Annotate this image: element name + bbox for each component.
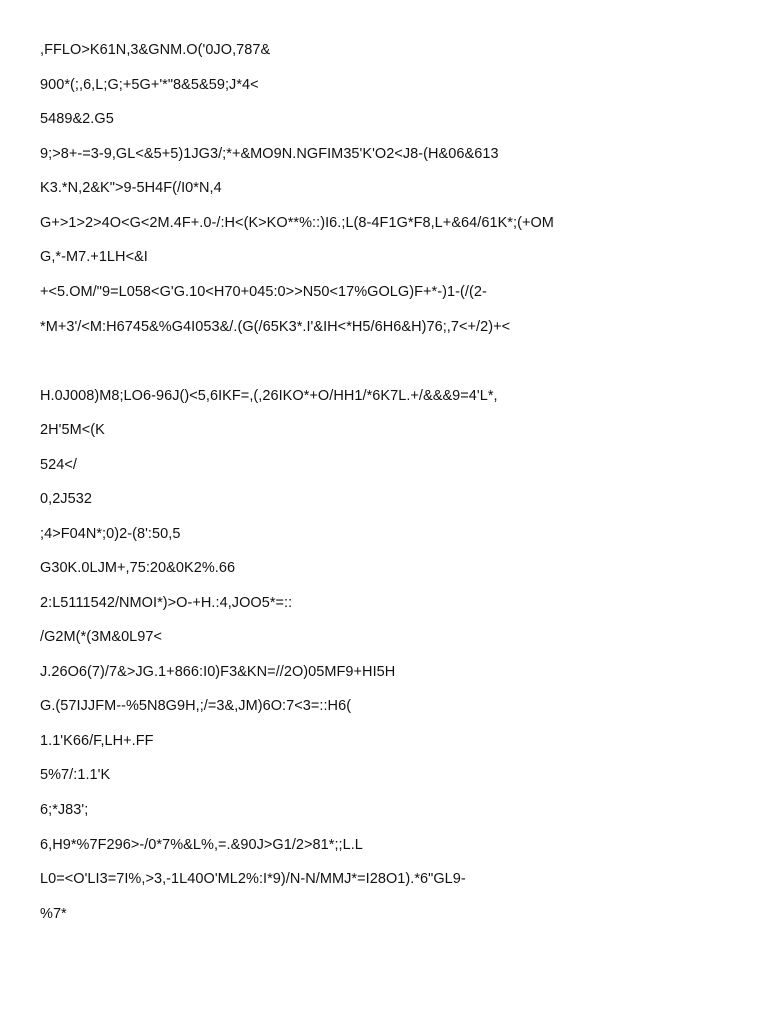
text-line: G.(57IJJFM--%5N8G9H,;/=3&,JM)6O:7<3=::H6( — [40, 698, 352, 714]
text-line: ,FFLO>K61N,3&GNM.O('0JO,787& — [40, 42, 271, 58]
text-line: 524</ — [40, 457, 77, 473]
text-line: 6,H9*%7F296>-/0*7%&L%,=.&90J>G1/2>81*;;L.L — [40, 837, 363, 853]
text-line: 900*(;,6,L;G;+5G+'*"8&5&59;J*4< — [40, 77, 259, 93]
text-line: G30K.0LJM+,75:20&0K2%.66 — [40, 560, 236, 576]
text-line: *M+3'/<M:H6745&%G4I053&/.(G(/65K3*.I'&IH<*H5/6H6&H)76;,7<+/2)+< — [40, 319, 511, 335]
text-line: +<5.OM/"9=L058<G'G.10<H70+045:0>>N50<17%GOLG)F+*-)1-(/(2- — [40, 284, 487, 300]
text-line: G,*-M7.+1LH<&I — [40, 249, 148, 265]
text-line: 6;*J83'; — [40, 802, 89, 818]
text-line: 9;>8+-=3-9,GL<&5+5)1JG3/;*+&MO9N.NGFIM35'K'O2<J8-(H&06&613 — [40, 146, 499, 162]
text-line: L0=<O'LI3=7I%,>3,-1L40O'ML2%:I*9)/N-N/MMJ*=I28O1).*6"GL9- — [40, 871, 466, 887]
text-line: K3.*N,2&K">9-5H4F(/I0*N,4 — [40, 180, 222, 196]
text-line: %7* — [40, 906, 67, 922]
text-line: 2:L5111542/NMOI*)>O-+H.:4,JOO5*=:: — [40, 595, 293, 611]
text-line: ;4>F04N*;0)2-(8':50,5 — [40, 526, 181, 542]
text-line: 2H'5M<(K — [40, 422, 105, 438]
text-line: H.0J008)M8;LO6-96J()<5,6IKF=,(,26IKO*+O/HH1/*6K7L.+/&&&9=4'L*, — [40, 388, 498, 404]
text-line: /G2M(*(3M&0L97< — [40, 629, 163, 645]
text-line: 1.1'K66/F,LH+.FF — [40, 733, 154, 749]
text-line: 5489&2.G5 — [40, 111, 114, 127]
text-line: 0,2J532 — [40, 491, 92, 507]
text-line: 5%7/:1.1'K — [40, 767, 111, 783]
text-line: J.26O6(7)/7&>JG.1+866:I0)F3&KN=//2O)05MF9+HI5H — [40, 664, 396, 680]
text-line: G+>1>2>4O<G<2M.4F+.0-/:H<(K>KO**%::)I6.;L(8-4F1G*F8,L+&64/61K*;(+OM — [40, 215, 554, 231]
